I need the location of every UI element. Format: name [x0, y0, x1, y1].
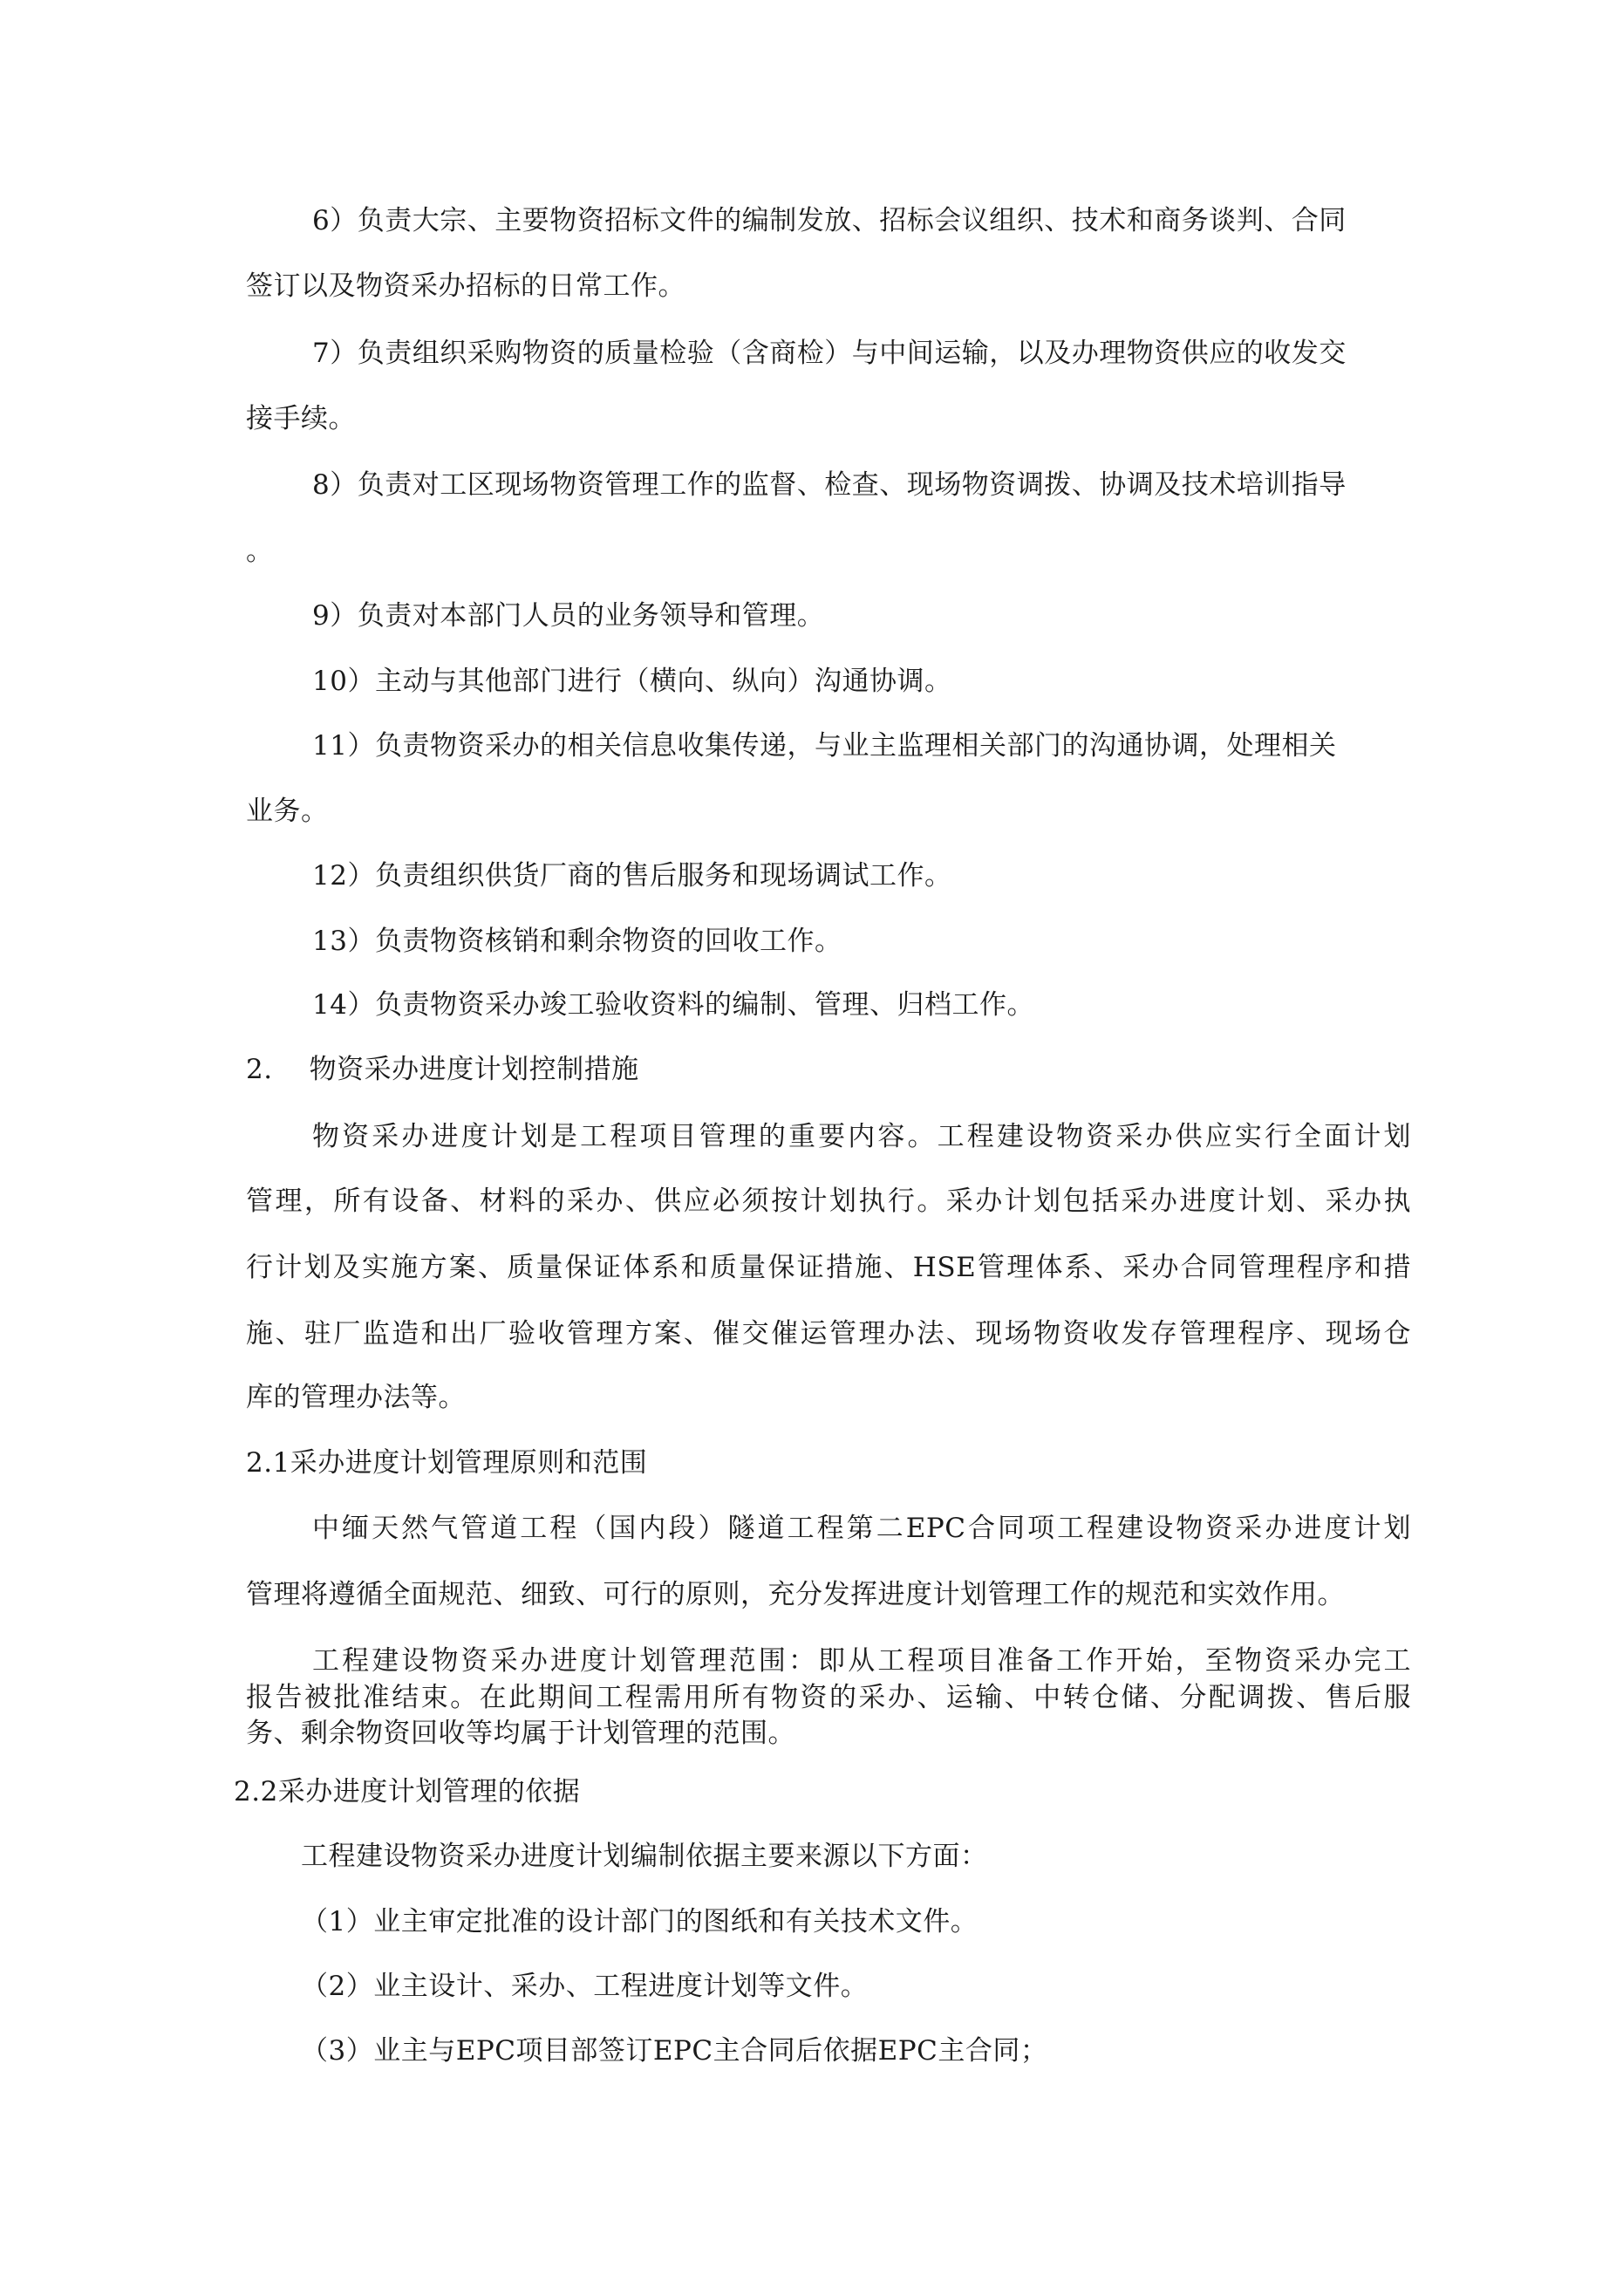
item-text: 负责物资采办的相关信息收集传递，与业主监理相关部门的沟通协调，处理相关: [374, 730, 1337, 762]
section-2-2-list-item-2: （2）业主设计、采办、工程进度计划等文件。: [301, 1971, 869, 2002]
section-2-2-list-item-3: （3）业主与EPC项目部签订EPC主合同后依据EPC主合同；: [301, 2035, 1048, 2067]
item-text: 负责物资核销和剩余物资的回收工作。: [374, 926, 842, 957]
item-text: 负责大宗、主要物资招标文件的编制发放、招标会议组织、技术和商务谈判、合同: [357, 205, 1347, 236]
list-item-6-line1: [312, 203, 1347, 238]
section-2-2-intro: 工程建设物资采办进度计划编制依据主要来源以下方面：: [301, 1841, 988, 1872]
item-text: 负责组织采购物资的质量检验（含商检）与中间运输，以及办理物资供应的收发交: [357, 338, 1347, 369]
section-2-heading: [246, 1052, 639, 1087]
section-2-1-para1-line1: 中缅天然气管道工程（国内段）隧道工程第二EPC合同项工程建设物资采办进度计划: [312, 1513, 1411, 1544]
list-item-7-line2: 接手续。: [246, 403, 356, 434]
section-2-1-para2-line3: 务、剩余物资回收等均属于计划管理的范围。: [246, 1718, 795, 1749]
list-item-7-line1: [312, 336, 1347, 371]
list-item-11-line1: [312, 728, 1336, 763]
item-text: 负责组织供货厂商的售后服务和现场调试工作。: [374, 860, 952, 892]
item-text: 负责对本部门人员的业务领导和管理。: [357, 600, 825, 632]
item-number: 11）: [312, 730, 375, 762]
list-item-10: [312, 664, 951, 699]
item-number: 10）: [312, 666, 375, 697]
item-number: 7）: [312, 338, 358, 369]
list-item-12: [312, 858, 951, 893]
list-item-14: [312, 987, 1034, 1022]
item-number: 6）: [312, 205, 358, 236]
item-number: 9）: [312, 600, 358, 632]
list-item-8-line2: 。: [246, 536, 274, 567]
section-2-para-line3: 行计划及实施方案、质量保证体系和质量保证措施、HSE管理体系、采办合同管理程序和措: [246, 1252, 1411, 1283]
item-number: 12）: [312, 860, 375, 892]
list-item-6-line2: 签订以及物资采办招标的日常工作。: [246, 270, 685, 302]
section-2-para-line5: 库的管理办法等。: [246, 1382, 466, 1413]
item-text: 负责对工区现场物资管理工作的监督、检查、现场物资调拨、协调及技术培训指导: [357, 469, 1347, 501]
section-2-2-list-item-1: （1）业主审定批准的设计部门的图纸和有关技术文件。: [301, 1906, 979, 1937]
item-text: 负责物资采办竣工验收资料的编制、管理、归档工作。: [374, 989, 1034, 1021]
section-title: 物资采办进度计划控制措施: [309, 1054, 639, 1085]
item-number: 14）: [312, 989, 375, 1021]
section-2-1-para2-line1: 工程建设物资采办进度计划管理范围：即从工程项目准备工作开始，至物资采办完工: [312, 1645, 1411, 1677]
section-2-1-para2-line2: 报告被批准结束。在此期间工程需用所有物资的采办、运输、中转仓储、分配调拨、售后服: [246, 1682, 1411, 1713]
list-item-8-line1: [312, 468, 1347, 502]
section-2-1-para1-line2: 管理将遵循全面规范、细致、可行的原则，充分发挥进度计划管理工作的规范和实效作用。: [246, 1579, 1345, 1610]
item-number: 8）: [312, 469, 358, 501]
item-number: 13）: [312, 926, 375, 957]
section-2-para-line4: 施、驻厂监造和出厂验收管理方案、催交催运管理办法、现场物资收发存管理程序、现场仓: [246, 1318, 1411, 1350]
section-2-1-heading: 2.1采办进度计划管理原则和范围: [246, 1447, 648, 1479]
section-2-2-heading: 2.2采办进度计划管理的依据: [234, 1776, 581, 1807]
list-item-9: [312, 598, 824, 633]
section-2-para-line1: 物资采办进度计划是工程项目管理的重要内容。工程建设物资采办供应实行全面计划: [312, 1121, 1411, 1152]
list-item-11-line2: 业务。: [246, 796, 329, 827]
section-number: 2.: [246, 1054, 273, 1085]
section-2-para-line2: 管理，所有设备、材料的采办、供应必须按计划执行。采办计划包括采办进度计划、采办执: [246, 1186, 1411, 1217]
list-item-13: [312, 924, 842, 959]
item-text: 主动与其他部门进行（横向、纵向）沟通协调。: [374, 666, 952, 697]
